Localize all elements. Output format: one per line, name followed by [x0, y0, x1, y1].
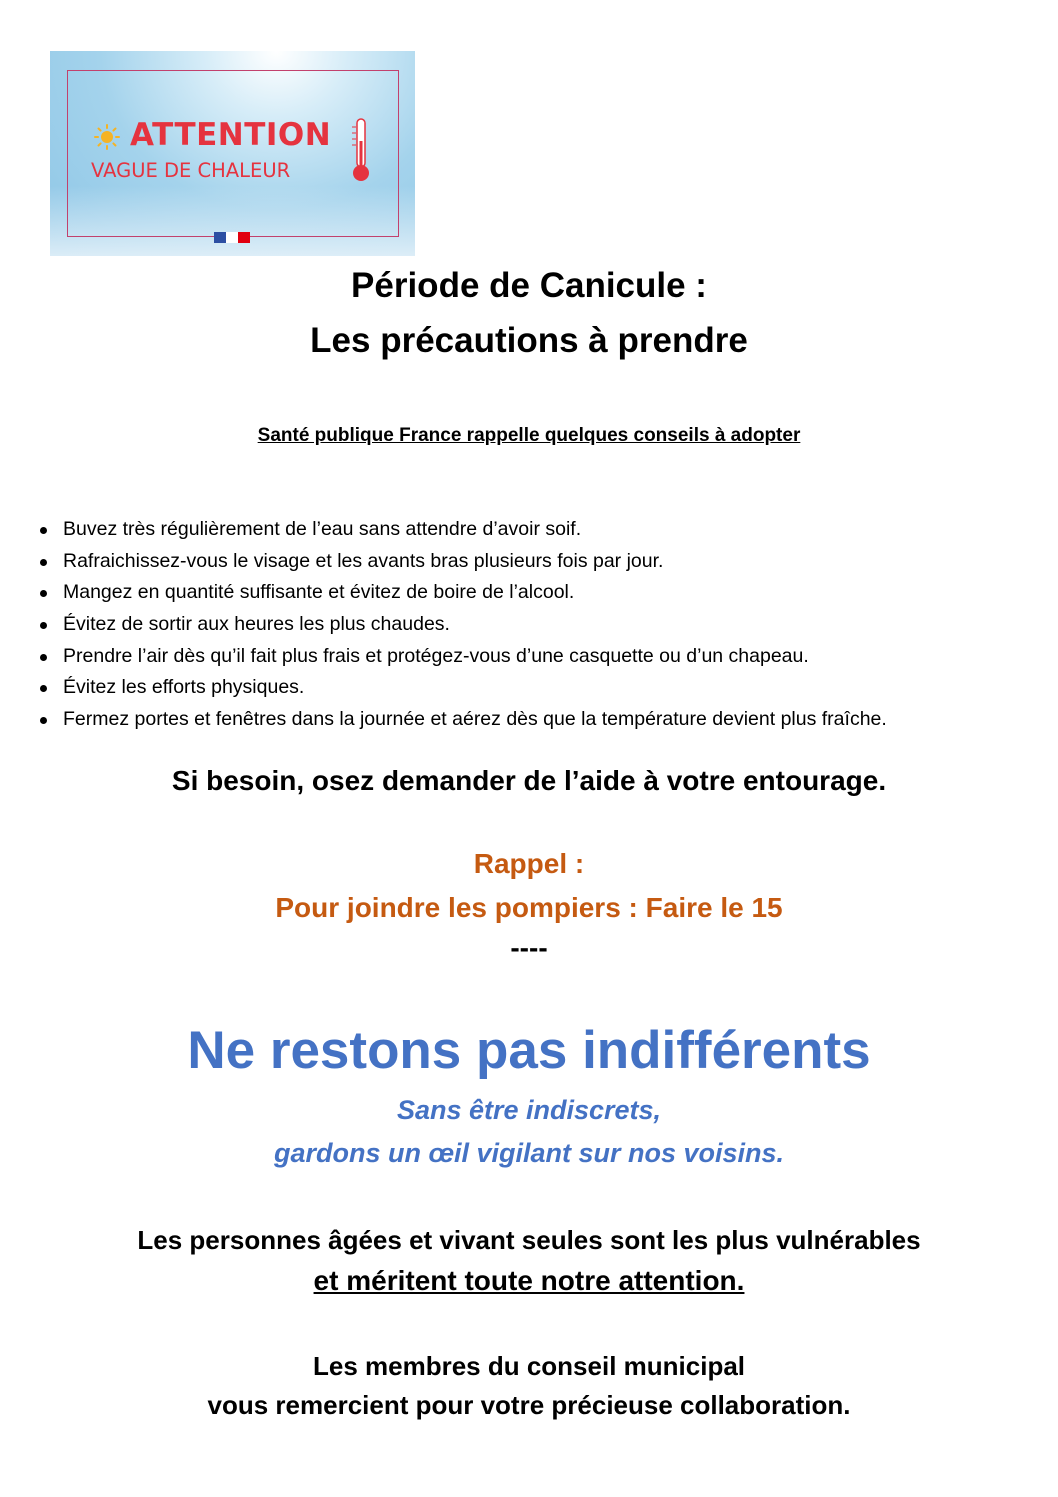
page-title-line1: Période de Canicule :: [351, 266, 707, 305]
list-item: Fermez portes et fenêtres dans la journée et aérez dès que la température devient plus fraîche.: [40, 705, 887, 737]
list-item: Mangez en quantité suffisante et évitez de boire de l’alcool.: [40, 578, 887, 610]
heatwave-banner: [50, 51, 415, 256]
advice-list: [40, 515, 887, 737]
sun-icon: [94, 124, 120, 150]
vulnerable-line2: et méritent toute notre attention.: [313, 1265, 745, 1296]
list-item: Buvez très régulièrement de l’eau sans attendre d’avoir soif.: [40, 515, 887, 547]
closing-line2: vous remercient pour votre précieuse collaboration.: [207, 1390, 851, 1420]
headline-sub2: gardons un œil vigilant sur nos voisins.: [273, 1138, 785, 1168]
list-item: Évitez de sortir aux heures les plus chaudes.: [40, 610, 887, 642]
list-item: Rafraichissez-vous le visage et les avants bras plusieurs fois par jour.: [40, 547, 887, 579]
list-item: Évitez les efforts physiques.: [40, 673, 887, 705]
headline-sub1: Sans être indiscrets,: [396, 1095, 662, 1125]
page-title-line2: Les précautions à prendre: [310, 321, 748, 360]
vulnerable-line1: Les personnes âgées et vivant seules sont les plus vulnérables: [137, 1225, 921, 1255]
separator: ----: [510, 932, 548, 963]
subtitle: Santé publique France rappelle quelques conseils à adopter: [257, 425, 801, 446]
french-flag: [214, 232, 250, 243]
closing-line1: Les membres du conseil municipal: [312, 1351, 746, 1381]
thermometer-icon: [349, 117, 373, 183]
help-line: Si besoin, osez demander de l’aide à votre entourage.: [171, 765, 887, 796]
banner-attention: ATTENTION: [130, 117, 332, 153]
reminder-label: Rappel :: [473, 848, 585, 879]
reminder-text: Pour joindre les pompiers : Faire le 15: [275, 892, 783, 923]
banner-heatwave: VAGUE DE CHALEUR: [91, 159, 291, 182]
list-item: Prendre l’air dès qu’il fait plus frais et protégez-vous d’une casquette ou d’un chapeau.: [40, 642, 887, 674]
headline: Ne restons pas indifférents: [187, 1021, 871, 1080]
